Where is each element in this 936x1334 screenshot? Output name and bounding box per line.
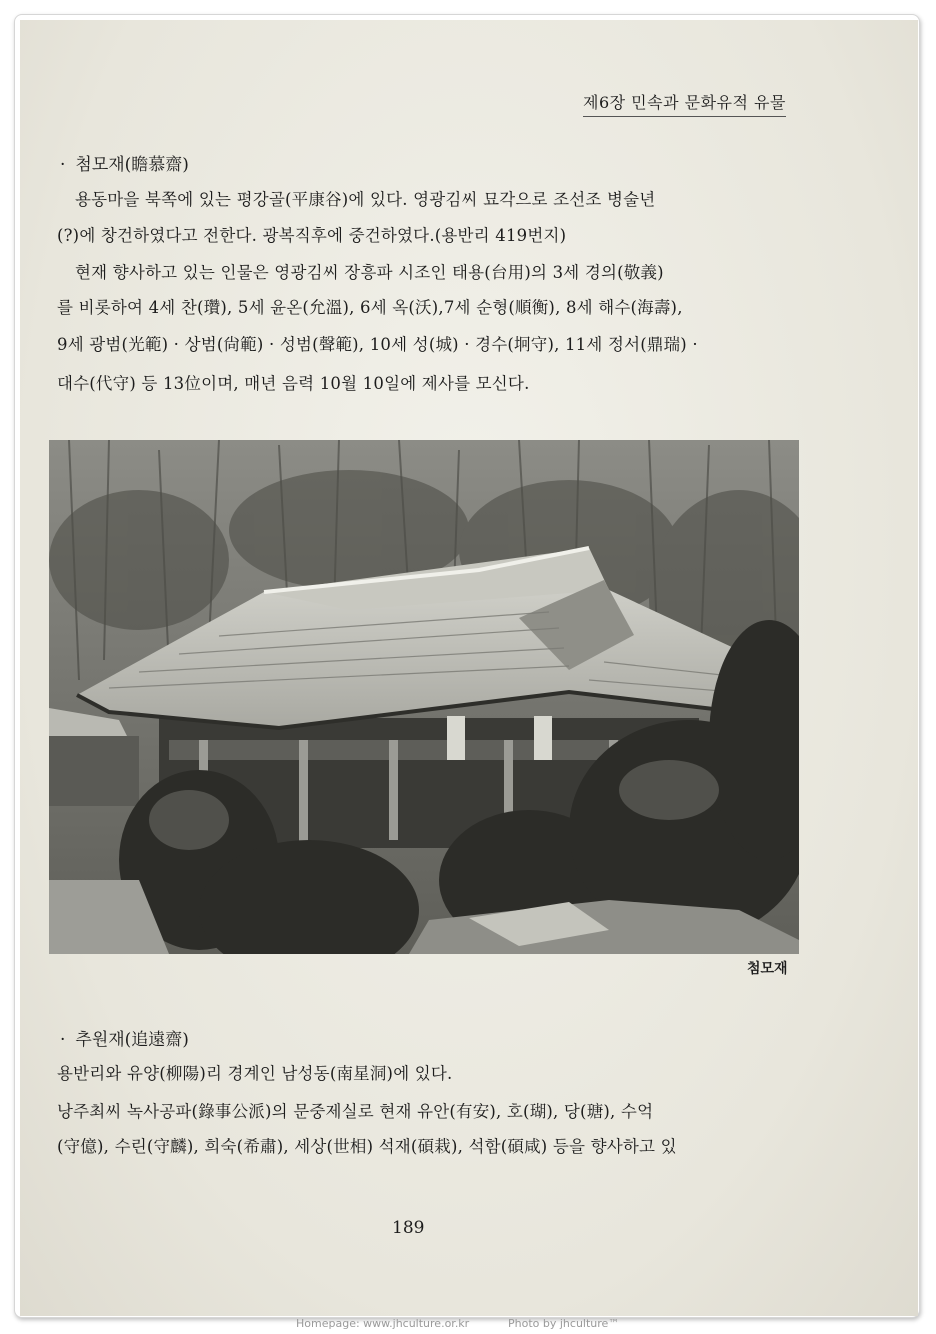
text-line: 현재 향사하고 있는 인물은 영광김씨 장흥파 시조인 태용(台用)의 3세 경의(敬義): [75, 263, 664, 282]
book-page: [20, 20, 918, 1316]
photo-caption: 첨모재: [747, 961, 788, 977]
section-heading-chummojae: [60, 150, 189, 175]
text-line: (?)에 창건하였다고 전한다. 광복직후에 중건하였다.(용반리 419번지): [57, 226, 567, 245]
text-line: 대수(代守) 등 13位이며, 매년 음력 10월 10일에 제사를 모신다.: [57, 374, 530, 393]
homepage-link[interactable]: Homepage: www.jhculture.or.kr: [296, 1317, 470, 1330]
footer: [0, 1316, 936, 1334]
text-line: 낭주최씨 녹사공파(錄事公派)의 문중제실로 현재 유안(有安), 호(瑚), 당(瑭), 수억: [57, 1102, 654, 1121]
shrine-illustration: [49, 440, 799, 954]
bullet: ·: [60, 1030, 66, 1050]
section-heading-chuwonjae: [60, 1025, 189, 1050]
page-number: 189: [392, 1218, 425, 1238]
text-line: 용반리와 유양(柳陽)리 경계인 남성동(南星洞)에 있다.: [57, 1064, 453, 1083]
text-line: 9세 광범(光範) · 상범(尙範) · 성범(聲範), 10세 성(城) · 경수(坰守), 11세 정서(鼎瑞) ·: [57, 335, 698, 354]
text-line: (守億), 수린(守麟), 희숙(希肅), 세상(世相) 석재(碩栽), 석함(碩咸) 등을 향사하고 있: [57, 1137, 677, 1156]
text-line: 를 비롯하여 4세 찬(瓚), 5세 윤온(允溫), 6세 옥(沃),7세 순형(順衡), 8세 해수(海壽),: [57, 298, 683, 317]
shrine-photo: [49, 440, 799, 954]
text-line: 용동마을 북쪽에 있는 평강골(平康谷)에 있다. 영광김씨 묘각으로 조선조 병술년: [75, 190, 656, 209]
section-title: 추원재(追遠齋): [75, 1030, 189, 1050]
running-head: 제6장 민속과 문화유적 유물: [583, 90, 786, 117]
photo-credit: Photo by jhculture™: [508, 1317, 620, 1330]
section-title: 첨모재(瞻慕齋): [75, 155, 189, 175]
bullet: ·: [60, 155, 66, 175]
